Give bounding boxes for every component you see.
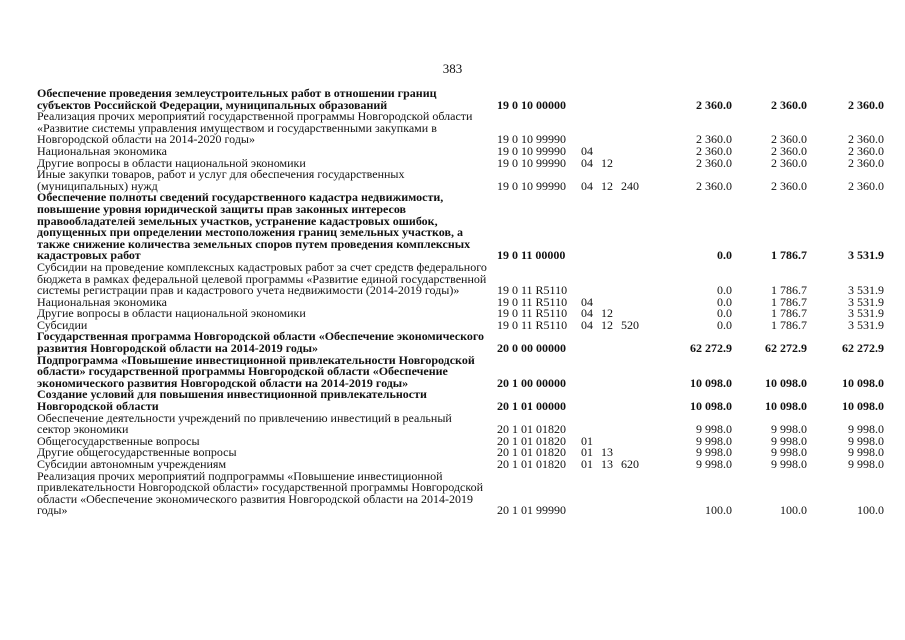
row-amount-year-2: 1 786.7 (771, 283, 807, 298)
row-name: Другие общегосударственные вопросы (37, 445, 237, 460)
row-section: 01 (581, 457, 593, 471)
row-section (577, 111, 597, 146)
row-expense-type: 620 (621, 457, 639, 471)
page-number: 383 (442, 61, 463, 76)
row-amount-year-2: 2 360.0 (771, 97, 807, 112)
row-name: Субсидии на проведение комплексных кадастровых работ за счет средств федерального бюджета в рамках федеральной целевой программы «Развитие единой государственной системы регистрации прав и кадастрового учета недвижимости (2014-2019 годы)» (37, 259, 487, 298)
table-row (37, 88, 884, 111)
row-amount-year-1: 0.0 (717, 294, 732, 309)
row-name: Реализация прочих мероприятий подпрограммы «Повышение инвестиционной привлекательности Новгородской области» государственной программы Новгородской области «Обеспечение экономического развития Новгородской области на 2014-2019 годы» (37, 468, 483, 518)
row-amount-year-2: 2 360.0 (771, 178, 807, 193)
row-target-code: 20 1 01 00000 (497, 399, 566, 414)
row-subsection: 12 (601, 178, 613, 193)
row-expense-type: 520 (621, 317, 639, 332)
row-amount-year-1: 100.0 (705, 503, 732, 518)
row-expense-type (617, 146, 645, 158)
row-expense-type (617, 355, 645, 390)
row-expense-type (617, 389, 645, 412)
row-expense-type (617, 471, 645, 517)
row-target-code: 19 0 11 R5110 (497, 283, 568, 298)
row-amount-year-2: 62 272.9 (765, 341, 807, 356)
row-subsection: 12 (601, 306, 613, 321)
row-amount-year-1: 0.0 (717, 317, 732, 332)
row-amount-year-3: 2 360.0 (848, 155, 884, 170)
row-name: Субсидии (37, 317, 88, 332)
row-amount-year-1: 9 998.0 (696, 457, 732, 471)
row-amount-year-1: 9 998.0 (696, 433, 732, 448)
row-target-code: 20 1 01 01820 (497, 422, 566, 437)
row-target-code: 19 0 10 99990 (497, 178, 566, 193)
row-subsection: 12 (601, 155, 613, 170)
row-amount-year-2: 1 786.7 (771, 317, 807, 332)
table-row (37, 355, 884, 390)
row-subsection (597, 389, 617, 412)
row-amount-year-3: 10 098.0 (842, 399, 884, 414)
row-amount-year-3: 3 531.9 (848, 248, 884, 263)
row-expense-type (617, 192, 645, 262)
row-target-code: 20 1 01 01820 (497, 445, 566, 460)
row-target-code: 20 1 01 99990 (497, 503, 566, 518)
row-subsection (597, 192, 617, 262)
row-amount-year-2: 9 998.0 (771, 422, 807, 437)
row-amount-year-3: 10 098.0 (842, 375, 884, 390)
row-subsection (597, 111, 617, 146)
row-expense-type (617, 262, 645, 297)
table-row (37, 389, 884, 412)
row-section (577, 413, 597, 436)
row-amount-year-1: 2 360.0 (696, 97, 732, 112)
row-amount-year-1: 62 272.9 (690, 341, 732, 356)
table-row (37, 192, 884, 262)
row-subsection: 12 (601, 317, 613, 332)
row-target-code: 19 0 10 99990 (497, 155, 566, 170)
table-row (37, 331, 884, 354)
row-amount-year-1: 0.0 (717, 248, 732, 263)
row-expense-type (617, 297, 645, 309)
row-amount-year-2: 100.0 (780, 503, 807, 518)
table-row (37, 413, 884, 436)
row-expense-type (617, 413, 645, 436)
row-target-code: 20 0 00 00000 (497, 341, 566, 356)
row-amount-year-1: 2 360.0 (696, 178, 732, 193)
row-amount-year-3: 2 360.0 (848, 178, 884, 193)
row-amount-year-3: 9 998.0 (848, 433, 884, 448)
row-name: Создание условий для повышения инвестиционной привлекательности Новгородской области (37, 387, 427, 414)
row-amount-year-2: 1 786.7 (771, 248, 807, 263)
row-expense-type (617, 331, 645, 354)
row-name: Реализация прочих мероприятий государственной программы Новгородской области «Развитие системы управления имуществом и государственными закупками в Новгородской области на 2014-2020 годы» (37, 109, 473, 147)
row-subsection (597, 88, 617, 111)
row-name: Обеспечение проведения землеустроительных работ в отношении границ субъектов Российской Федерации, муниципальных образований (37, 86, 437, 112)
row-amount-year-1: 9 998.0 (696, 422, 732, 437)
row-amount-year-2: 2 360.0 (771, 132, 807, 147)
row-expense-type (617, 88, 645, 111)
row-target-code: 19 0 10 00000 (497, 97, 566, 112)
table-row (37, 169, 884, 192)
row-section: 01 (581, 445, 593, 460)
row-name: Обеспечение полноты сведений государственного кадастра недвижимости, повышение уровня юридической защиты прав законных интересов правообладателей земельных участков, устранение кадастровых ошибок, допущенных при определении местоположения границ земельных участков, а также снижение количества земельных споров путем проведения комплексных кадастровых работ (37, 190, 471, 263)
row-expense-type (617, 158, 645, 170)
row-target-code: 19 0 10 99990 (497, 132, 566, 147)
row-name: Общегосударственные вопросы (37, 433, 200, 448)
row-section (577, 331, 597, 354)
row-amount-year-2: 9 998.0 (771, 445, 807, 460)
row-subsection (597, 331, 617, 354)
row-name: Подпрограмма «Повышение инвестиционной привлекательности Новгородской области» государственной программы Новгородской области «Обеспечение экономического развития Новгородской области на 2014-2019 годы» (37, 352, 475, 390)
row-name: Государственная программа Новгородской области «Обеспечение экономического развития Новгородской области на 2014-2019 годы» (37, 329, 485, 356)
row-section: 04 (581, 155, 593, 170)
row-target-code: 19 0 10 99990 (497, 143, 566, 158)
row-section: 04 (581, 317, 593, 332)
row-name: Субсидии автономным учреждениям (37, 457, 227, 471)
row-subsection (597, 413, 617, 436)
row-amount-year-3: 2 360.0 (848, 143, 884, 158)
row-amount-year-2: 10 098.0 (765, 375, 807, 390)
row-target-code: 19 0 11 R5110 (497, 306, 568, 321)
row-target-code: 19 0 11 R5110 (497, 317, 568, 332)
row-amount-year-3: 9 998.0 (848, 457, 884, 471)
row-name: Иные закупки товаров, работ и услуг для обеспечения государственных (муниципальных) нужд (37, 167, 405, 193)
row-section: 04 (581, 306, 593, 321)
row-amount-year-2: 1 786.7 (771, 306, 807, 321)
row-expense-type (617, 111, 645, 146)
row-amount-year-3: 3 531.9 (848, 306, 884, 321)
row-target-code: 20 1 01 01820 (497, 457, 566, 471)
row-subsection: 13 (601, 457, 613, 471)
row-target-code: 19 0 11 00000 (497, 248, 566, 263)
row-target-code: 19 0 11 R5110 (497, 294, 568, 309)
row-target-code: 20 1 00 00000 (497, 375, 566, 390)
row-name: Национальная экономика (37, 143, 167, 158)
row-amount-year-3: 3 531.9 (848, 283, 884, 298)
row-amount-year-2: 2 360.0 (771, 143, 807, 158)
row-amount-year-2: 9 998.0 (771, 457, 807, 471)
row-amount-year-3: 3 531.9 (848, 317, 884, 332)
row-amount-year-2: 1 786.7 (771, 294, 807, 309)
row-expense-type (617, 436, 645, 448)
row-amount-year-1: 10 098.0 (690, 375, 732, 390)
row-section (577, 192, 597, 262)
table-row (37, 111, 884, 146)
row-section: 04 (581, 294, 593, 309)
row-expense-type: 240 (621, 178, 639, 193)
row-subsection: 13 (601, 445, 613, 460)
row-amount-year-1: 9 998.0 (696, 445, 732, 460)
table-row (37, 308, 884, 320)
budget-table (37, 88, 884, 517)
row-section (577, 355, 597, 390)
row-name: Национальная экономика (37, 294, 167, 309)
row-amount-year-1: 0.0 (717, 306, 732, 321)
row-amount-year-3: 100.0 (857, 503, 884, 518)
row-amount-year-1: 2 360.0 (696, 143, 732, 158)
row-subsection (597, 355, 617, 390)
row-section (577, 88, 597, 111)
row-amount-year-2: 9 998.0 (771, 433, 807, 448)
row-section (577, 389, 597, 412)
row-amount-year-3: 62 272.9 (842, 341, 884, 356)
row-section (577, 262, 597, 297)
row-section (577, 471, 597, 517)
row-amount-year-1: 0.0 (717, 283, 732, 298)
row-section: 04 (581, 143, 593, 158)
table-row (37, 471, 884, 517)
row-amount-year-2: 2 360.0 (771, 155, 807, 170)
table-row (37, 262, 884, 297)
row-subsection (597, 262, 617, 297)
row-name: Обеспечение деятельности учреждений по привлечению инвестиций в реальный сектор экономики (37, 410, 452, 437)
row-amount-year-1: 10 098.0 (690, 399, 732, 414)
row-amount-year-3: 3 531.9 (848, 294, 884, 309)
row-section: 01 (581, 433, 593, 448)
row-amount-year-1: 2 360.0 (696, 155, 732, 170)
row-amount-year-3: 9 998.0 (848, 422, 884, 437)
row-amount-year-1: 2 360.0 (696, 132, 732, 147)
row-section: 04 (581, 178, 593, 193)
row-amount-year-2: 10 098.0 (765, 399, 807, 414)
row-amount-year-3: 9 998.0 (848, 445, 884, 460)
row-name: Другие вопросы в области национальной экономики (37, 155, 306, 170)
row-target-code: 20 1 01 01820 (497, 433, 566, 448)
row-amount-year-3: 2 360.0 (848, 97, 884, 112)
row-name: Другие вопросы в области национальной экономики (37, 306, 306, 321)
row-amount-year-3: 2 360.0 (848, 132, 884, 147)
row-subsection (597, 471, 617, 517)
